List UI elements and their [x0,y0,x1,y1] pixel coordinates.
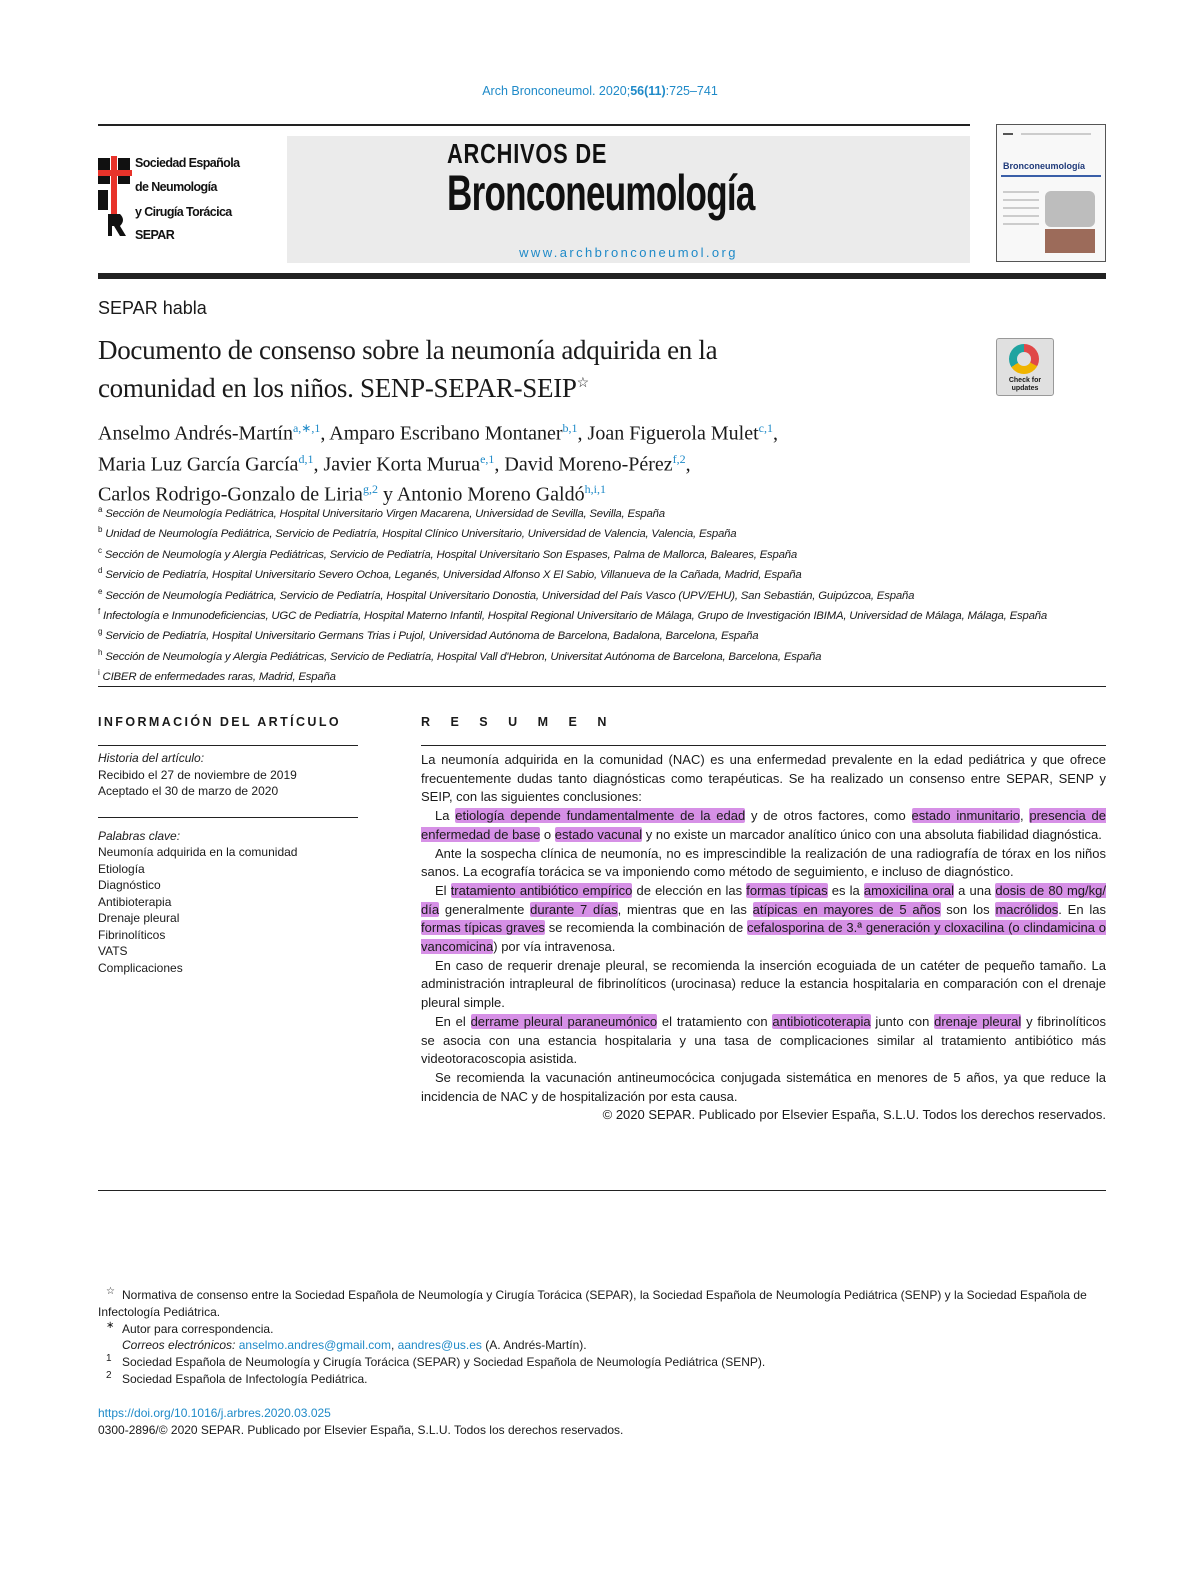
journal-name-line1: ARCHIVOS DE [447,138,608,169]
affiliation-item [98,665,1108,685]
affiliation-key: h [98,647,103,657]
text-segment: Se recomienda la vacunación antineumocócica conjugada sistemática en menores de 5 años, ya que reduce la incidencia de NAC y de hospitalización por esta causa. [421,1069,1106,1104]
author-name[interactable]: David Moreno-Pérez [504,453,673,476]
highlighted-text[interactable]: estado inmunitario [911,808,1020,824]
author-name[interactable]: Carlos Rodrigo-Gonzalo de Liria [98,483,363,506]
abstract-paragraph [421,1013,1106,1069]
abstract-paragraph [421,845,1106,882]
highlighted-text[interactable]: antibioticoterapia [772,1013,871,1029]
abstract-heading: R E S U M E N [421,715,615,729]
text-segment: el tratamiento con [657,1013,773,1029]
check-for-updates-badge[interactable]: Check for updates [996,338,1054,396]
author-affiliation-marks[interactable]: d,1 [298,451,314,466]
affiliation-item [98,522,1108,542]
author-separator: , [577,422,588,445]
article-info-heading: INFORMACIÓN DEL ARTÍCULO [98,715,342,729]
author-name[interactable]: Amparo Escribano Montaner [329,422,563,445]
affiliation-text: Sección de Neumología y Alergia Pediátricas, Servicio de Pediatría, Hospital Universitario Son Espases, Palma de Mallorca, Baleares, España [104,548,798,561]
text-segment: El [435,882,451,898]
footnotes [98,1287,1108,1388]
author-affiliation-marks[interactable]: a,∗,1 [292,421,321,435]
text-segment: y de otros factores, como [745,808,912,824]
keyword-item[interactable]: VATS [98,944,128,958]
affiliation-text: Sección de Neumología Pediátrica, Hospital Universitario Virgen Macarena, Universidad de Sevilla, Sevilla, España [105,507,665,520]
text-segment: son los [940,901,996,917]
text-segment: , mientras que en las [617,901,753,917]
highlighted-text[interactable]: cefalosporina de 3.ª generación y cloxacilina (o clindamicina o vancomicina [421,920,1107,955]
affiliation-list [98,502,1108,686]
author-name[interactable]: Maria Luz García García [98,453,299,476]
journal-reference[interactable]: Arch Bronconeumol. 2020;56(11):725–741 [482,84,718,98]
issn-copyright: 0300-2896/© 2020 SEPAR. Publicado por Elsevier España, S.L.U. Todos los derechos reservados. [98,1423,624,1437]
keyword-item[interactable]: Neumonía adquirida en la comunidad [98,845,298,859]
text-segment: . En las [1058,901,1106,917]
divider [98,745,358,746]
text-segment: Ante la sospecha clínica de neumonía, no es imprescindible la realización de una radiografía de tórax en los niños sanos. La ecografía torácica se va imponiendo como método de seguimiento, e incluso de diagnóstico. [421,845,1106,880]
text-segment: de elección en las [632,882,747,898]
footnote-emails: Correos electrónicos: anselmo.andres@gmail.com, aandres@us.es (A. Andrés-Martín). [122,1338,587,1353]
affiliation-item [98,624,1108,644]
highlighted-text[interactable]: formas típicas [746,882,828,898]
text-segment: En caso de requerir drenaje pleural, se recomienda la inserción ecoguiada de un catéter de pequeño tamaño. La administración intrapleural de fibrinolíticos (urocinasa) reduce la estancia hospitalaria en comparación con el drenaje pleural simple. [421,957,1106,1011]
journal-cover-thumbnail[interactable]: Bronconeumología [996,124,1106,262]
header-bottom-rule [98,273,1106,279]
footnote-1: 1 Sociedad Española de Neumología y Cirugía Torácica (SEPAR) y Sociedad Española de Neumología Pediátrica (SENP). [106,1353,766,1370]
abstract-copyright: © 2020 SEPAR. Publicado por Elsevier España, S.L.U. Todos los derechos reservados. [602,1107,1106,1123]
text-segment: y no existe un marcador analítico único con una absoluta fiabilidad diagnóstica. [642,826,1102,842]
affiliation-item [98,604,1108,624]
text-segment: a una [954,882,996,898]
journal-url-link[interactable]: www.archbronconeumol.org [519,245,738,260]
author-separator: , [320,422,330,445]
affiliation-text: Unidad de Neumología Pediátrica, Servicio de Pediatría, Hospital Clínico Universitario, Universidad de Valencia, Valencia, España [105,528,737,541]
abstract-body [421,751,1106,1125]
highlighted-text[interactable]: etiología depende fundamentalmente de la edad [455,808,746,824]
affiliation-item [98,543,1108,563]
text-segment: o [540,826,555,842]
divider [98,1190,1106,1191]
affiliation-text: Servicio de Pediatría, Hospital Universitario Severo Ochoa, Leganés, Universidad Alfonso X El Sabio, Villanueva de la Cañada, Madrid, España [105,568,802,581]
text-segment: ) por vía intravenosa. [493,939,616,955]
highlighted-text[interactable]: amoxicilina oral [863,882,955,898]
journal-banner [287,136,970,263]
divider [421,745,1106,746]
footnote-corresponding: ∗ Autor para correspondencia. [106,1319,274,1336]
abstract-paragraph [421,957,1106,1013]
email-link[interactable]: anselmo.andres@gmail.com [238,1338,391,1353]
highlighted-text[interactable]: formas típicas graves [421,920,545,936]
text-segment: , [1019,808,1030,824]
divider [98,817,358,818]
text-segment: y fibrinolíticos se asocia con una estancia hospitalaria y una tasa de complicaciones similar al tratamiento antibiótico más videotoracoscopia asistida. [421,1013,1106,1067]
affiliation-item [98,563,1108,583]
keyword-item[interactable]: Drenaje pleural [98,911,180,925]
section-label: SEPAR habla [98,298,207,318]
text-segment: En el [435,1013,471,1029]
affiliation-key: b [98,525,103,535]
author-separator: , [685,453,691,476]
keyword-item[interactable]: Etiología [98,861,145,876]
affiliation-key: e [98,586,103,596]
highlighted-text[interactable]: derrame pleural paraneumónico [470,1013,658,1029]
highlighted-text[interactable]: drenaje pleural [934,1013,1022,1029]
abstract-paragraph [421,882,1106,957]
cover-image-lungs [1045,191,1095,227]
author-separator: , [313,453,324,476]
affiliation-text: CIBER de enfermedades raras, Madrid, España [102,670,336,683]
keyword-item[interactable]: Antibioterapia [98,894,172,909]
affiliation-text: Sección de Neumología y Alergia Pediátricas, Servicio de Pediatría, Hospital Vall d'Hebron, Universitat Autónoma de Barcelona, Barcelona, España [105,650,822,663]
affiliation-key: d [98,566,103,576]
highlighted-text[interactable]: estado vacunal [554,826,643,842]
text-segment: junto con [870,1013,935,1029]
separ-emblem-icon [98,156,134,244]
author-list [98,416,998,508]
crossmark-icon [1009,344,1039,374]
title-footnote-star[interactable]: ☆ [576,376,589,391]
affiliation-text: Sección de Neumología Pediátrica, Servicio de Pediatría, Hospital Universitario Donostia, Universidad del País Vasco (UPV/EHU), San Sebastián, Guipúzcoa, España [105,589,915,602]
highlighted-text[interactable]: tratamiento antibiótico empírico [450,882,633,898]
footnote-star: ☆ Normativa de consenso entre la Sociedad Española de Neumología y Cirugía Torácica (SEPAR), la Sociedad Española de Neumología Pediátrica (SENP) y la Sociedad Española de Infectología Pediátrica. [98,1286,1087,1319]
author-affiliation-marks[interactable]: h,i,1 [584,482,606,497]
abstract-paragraph [421,751,1106,807]
highlighted-text[interactable]: atípicas en mayores de 5 años [752,901,941,917]
article-info: Historia del artículo: Recibido el 27 de noviembre de 2019 Aceptado el 30 de marzo de 2020 Palabras clave: Neumonía adquirida en la comunidad Etiología Diagnóstico Antibioterapia Drenaje pleural Fibrinolíticos VATS Complicaciones [98,750,358,976]
divider [98,686,1106,687]
affiliation-item [98,584,1108,604]
author-name[interactable]: Anselmo Andrés-Martín [98,422,293,445]
header-top-rule [98,124,970,126]
separ-logo: Sociedad Española de Neumología y Cirugía Torácica SEPAR [98,156,268,246]
keyword-list [98,844,358,976]
author-affiliation-marks[interactable]: f,2 [672,451,686,466]
author-name[interactable]: Antonio Moreno Galdó [396,483,585,506]
footnote-2: 2 Sociedad Española de Infectología Pediátrica. [106,1369,368,1386]
text-segment: La [435,808,456,824]
text-segment: se recomienda la combinación de [544,920,747,936]
author-separator: , [772,422,778,445]
author-affiliation-marks[interactable]: g,2 [362,482,378,497]
author-affiliation-marks[interactable]: b,1 [562,421,578,435]
highlighted-text[interactable]: durante 7 días [530,901,618,917]
affiliation-key: f [98,606,101,616]
highlighted-text[interactable]: presencia de enfermedad de base [421,808,1106,842]
affiliation-key: a [98,505,103,514]
affiliation-key: g [98,627,103,637]
affiliation-key: c [98,545,102,555]
article-title: Documento de consenso sobre la neumonía adquirida en la comunidad en los niños. SENP-SEPAR-SEIP☆ [98,335,718,403]
text-segment: generalmente [439,901,531,917]
author-name[interactable]: Joan Figuerola Mulet [587,422,759,445]
affiliation-text: Infectología e Inmunodeficiencias, UGC de Pediatría, Hospital Materno Infantil, Hospital Regional Universitario de Málaga, Grupo de Investigación IBIMA, Universidad de Málaga, Málaga, España [103,609,1048,622]
journal-name-line2: Bronconeumología [447,165,755,221]
highlighted-text[interactable]: dosis de 80 mg/kg/ día [421,882,1106,917]
affiliation-text: Servicio de Pediatría, Hospital Universitario Germans Trias i Pujol, Universidad Autónoma de Barcelona, Badalona, Barcelona, España [105,630,759,643]
author-affiliation-marks[interactable]: e,1 [480,451,495,466]
cover-image-tissue [1045,229,1095,253]
keyword-item[interactable]: Diagnóstico [98,878,161,892]
accepted-date: Aceptado el 30 de marzo de 2020 [98,784,279,798]
abstract-paragraph [421,1069,1106,1106]
keyword-item[interactable]: Complicaciones [98,960,183,975]
affiliation-key: i [98,668,100,678]
text-segment: La neumonía adquirida en la comunidad (NAC) es una enfermedad prevalente en la edad pediátrica y que ofrece frecuentemente dudas tanto diagnósticas como terapéuticas. Se ha realizado un consenso entre SEPAR, SENP y SEIP, con las siguientes conclusiones: [421,752,1106,805]
highlighted-text[interactable]: macrólidos [995,901,1059,917]
text-segment: es la [827,882,864,898]
abstract-paragraph [421,807,1106,844]
doi-link[interactable]: https://doi.org/10.1016/j.arbres.2020.03.025 [98,1406,331,1420]
affiliation-item [98,645,1108,665]
author-affiliation-marks[interactable]: c,1 [758,421,773,435]
author-name[interactable]: Javier Korta Murua [323,453,481,476]
author-separator: y [377,483,397,506]
keyword-item[interactable]: Fibrinolíticos [98,927,166,942]
received-date: Recibido el 27 de noviembre de 2019 [98,767,297,782]
email-link[interactable]: aandres@us.es [397,1338,482,1353]
affiliation-item [98,502,1108,522]
author-separator: , [494,453,505,476]
